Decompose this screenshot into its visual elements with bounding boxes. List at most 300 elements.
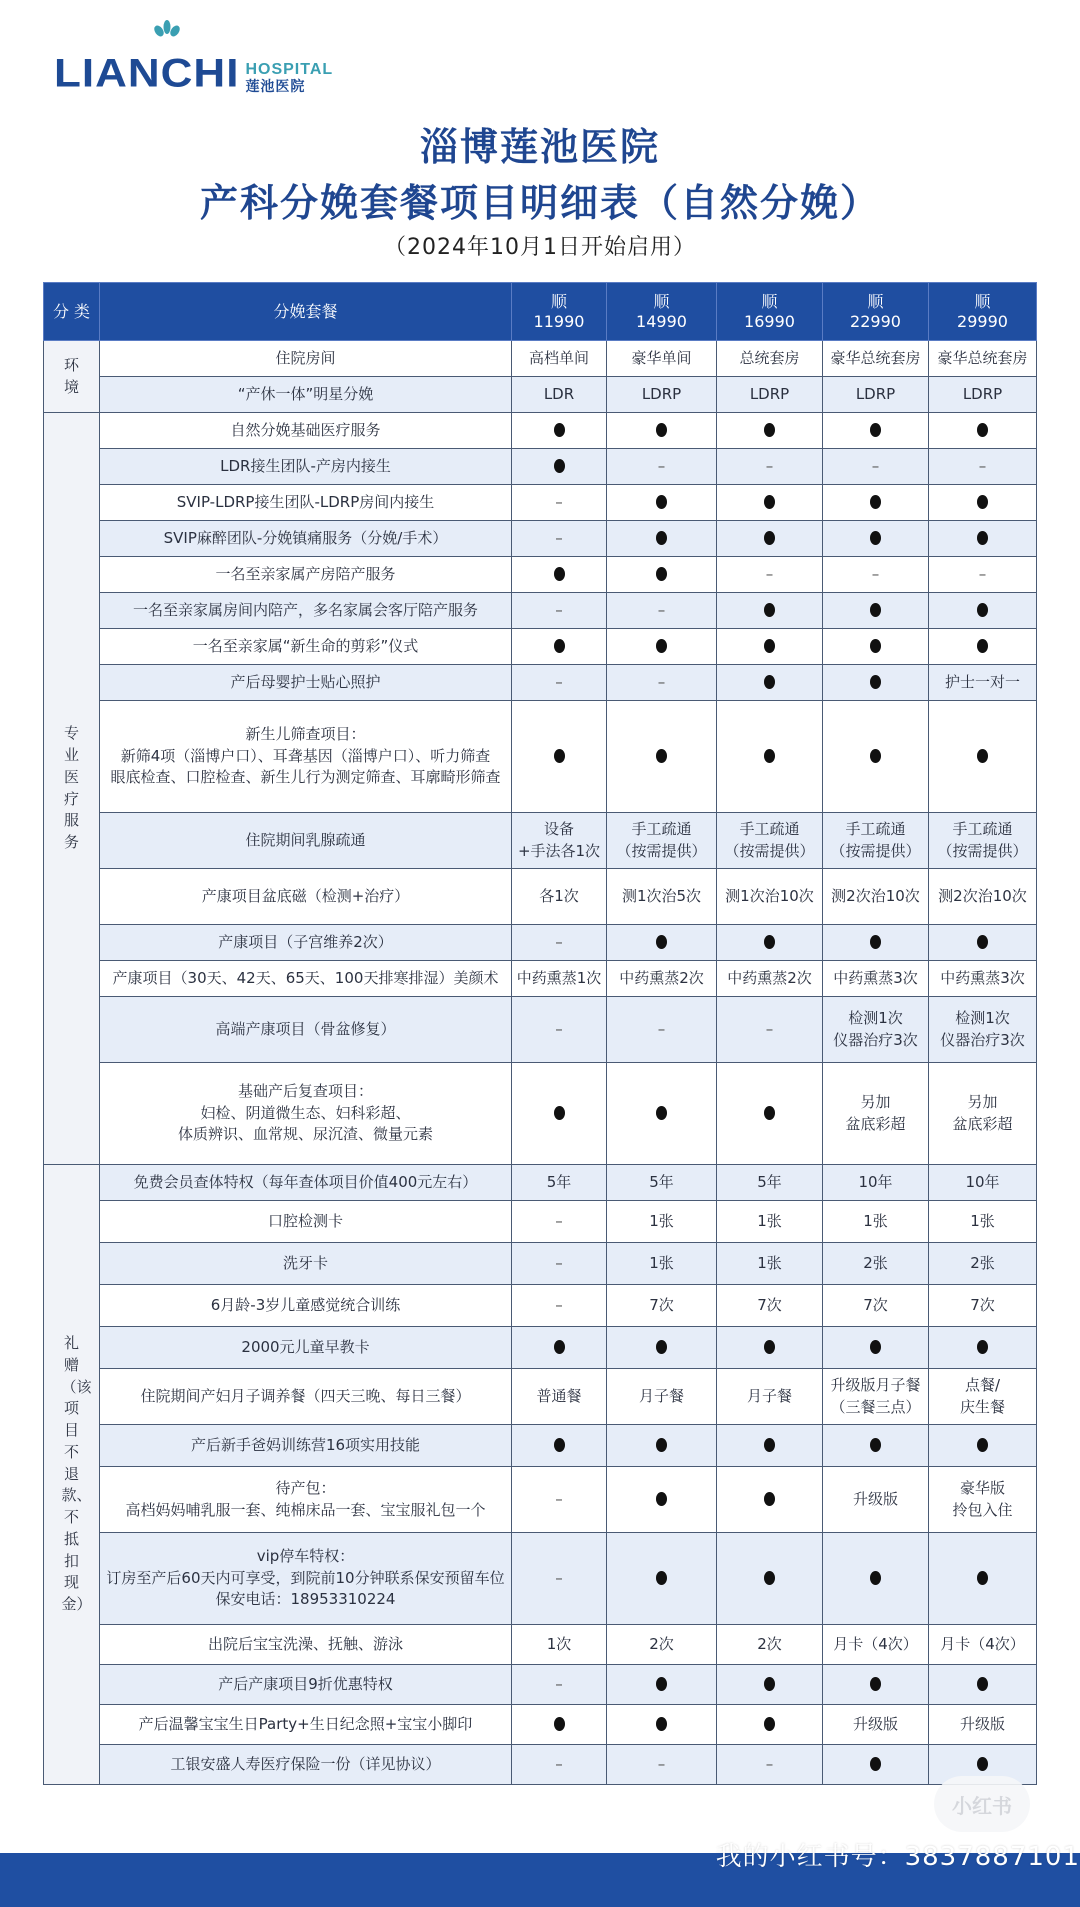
dash-icon: –: [555, 1568, 563, 1587]
value-text: 豪华版 拎包入住: [952, 1478, 1013, 1519]
included-dot-icon: [656, 423, 667, 437]
included-cell: [929, 1665, 1037, 1705]
value-text: 1张: [970, 1211, 995, 1230]
not-included-cell: [512, 1285, 607, 1327]
table-row: [44, 701, 1037, 813]
dash-icon: –: [657, 1754, 666, 1773]
value-text: 1张: [757, 1211, 782, 1230]
value-cell: [607, 1243, 717, 1285]
included-dot-icon: [870, 423, 881, 437]
category-cell-gift: [44, 1165, 100, 1785]
table-row: [44, 925, 1037, 961]
included-dot-icon: [977, 639, 988, 653]
dash-icon: –: [555, 1253, 563, 1272]
logo-chinese-name: 莲池医院: [245, 79, 306, 95]
included-cell: [929, 485, 1037, 521]
value-cell: [607, 813, 717, 869]
item-name: 6月龄-3岁儿童感觉统合训练: [100, 1285, 512, 1327]
included-dot-icon: [870, 749, 881, 763]
value-text: 升级版: [852, 1714, 898, 1733]
table-row: [44, 1745, 1037, 1785]
included-cell: [717, 1665, 823, 1705]
item-name: 产后产康项目9折优惠特权: [100, 1665, 512, 1705]
dash-icon: –: [871, 456, 880, 475]
value-text: 豪华总统套房: [937, 348, 1028, 367]
value-cell: [929, 869, 1037, 925]
included-dot-icon: [656, 567, 667, 581]
value-text: 1张: [649, 1253, 674, 1272]
value-text: 护士一对一: [944, 672, 1020, 691]
value-text: 中药熏蒸3次: [940, 968, 1025, 987]
included-dot-icon: [656, 531, 667, 545]
value-cell: [512, 377, 607, 413]
effective-date: （2024年10月1日开始启用）: [384, 235, 696, 260]
dash-icon: –: [555, 1674, 563, 1693]
value-cell: [823, 377, 929, 413]
value-cell: [607, 1625, 717, 1665]
table-row: [44, 629, 1037, 665]
value-cell: [929, 961, 1037, 997]
included-cell: [717, 593, 823, 629]
value-text: 2张: [863, 1253, 888, 1272]
package-price: 14990: [636, 311, 687, 331]
category-label: 专业医疗服务: [63, 724, 79, 851]
included-dot-icon: [764, 1106, 775, 1120]
item-name: 出院后宝宝洗澡、抚触、游泳: [100, 1625, 512, 1665]
dash-icon: –: [765, 456, 774, 475]
item-name: 高端产康项目（骨盆修复）: [100, 997, 512, 1063]
included-cell: [929, 1327, 1037, 1369]
value-text: 普通餐: [536, 1386, 582, 1405]
included-dot-icon: [870, 1571, 881, 1585]
table-row: [44, 1369, 1037, 1425]
included-cell: [823, 593, 929, 629]
value-cell: [607, 1201, 717, 1243]
package-table: [43, 282, 1037, 1785]
included-cell: [929, 521, 1037, 557]
not-included-cell: [512, 485, 607, 521]
included-cell: [512, 557, 607, 593]
included-dot-icon: [554, 749, 565, 763]
value-cell: [607, 869, 717, 925]
value-text: 中药熏蒸3次: [833, 968, 918, 987]
value-text: 升级版月子餐 （三餐三点）: [830, 1375, 921, 1416]
included-dot-icon: [977, 603, 988, 617]
value-cell: [512, 869, 607, 925]
included-cell: [512, 1327, 607, 1369]
included-cell: [823, 1745, 929, 1785]
footer-account-text: 我的小红书号：3837887101: [715, 1842, 1080, 1872]
item-name: 产康项目盆底磁（检测+治疗）: [100, 869, 512, 925]
not-included-cell: [929, 557, 1037, 593]
value-text: 10年: [965, 1172, 1000, 1191]
value-cell: [823, 1165, 929, 1201]
not-included-cell: [607, 449, 717, 485]
header-package-3: [717, 283, 823, 341]
table-row: [44, 485, 1037, 521]
item-name: vip停车特权： 订房至产后60天内可享受，到院前10分钟联系保安预留车位 保安电话：18953310224: [100, 1533, 512, 1625]
table-row: [44, 1285, 1037, 1327]
value-text: 10年: [858, 1172, 893, 1191]
not-included-cell: [717, 997, 823, 1063]
value-cell: [717, 1165, 823, 1201]
category-label: 礼赠（该项目不退款、不抵扣现金）: [61, 1334, 92, 1614]
included-dot-icon: [764, 423, 775, 437]
value-text: 另加 盆底彩超: [845, 1092, 906, 1133]
included-dot-icon: [764, 495, 775, 509]
value-text: 另加 盆底彩超: [952, 1092, 1013, 1133]
included-dot-icon: [554, 423, 565, 437]
included-dot-icon: [656, 1492, 667, 1506]
package-type: 顺: [550, 292, 567, 312]
value-text: 2次: [649, 1634, 674, 1653]
value-text: 2张: [970, 1253, 995, 1272]
included-cell: [607, 413, 717, 449]
not-included-cell: [512, 1665, 607, 1705]
value-cell: [607, 341, 717, 377]
included-dot-icon: [870, 531, 881, 545]
item-name: 基础产后复查项目： 妇检、阴道微生态、妇科彩超、 体质辨识、血常规、尿沉渣、微量元素: [100, 1063, 512, 1165]
included-dot-icon: [656, 1717, 667, 1731]
item-name: 待产包： 高档妈妈哺乳服一套、纯棉床品一套、宝宝服礼包一个: [100, 1467, 512, 1533]
included-dot-icon: [977, 495, 988, 509]
included-dot-icon: [764, 603, 775, 617]
hospital-title: 淄博莲池医院: [419, 125, 660, 169]
table-row: [44, 521, 1037, 557]
included-cell: [717, 1425, 823, 1467]
table-row: [44, 665, 1037, 701]
dash-icon: –: [555, 528, 563, 547]
table-row: [44, 1165, 1037, 1201]
included-dot-icon: [656, 749, 667, 763]
included-dot-icon: [764, 1717, 775, 1731]
included-dot-icon: [656, 1106, 667, 1120]
included-dot-icon: [656, 639, 667, 653]
value-text: 测1次治10次: [725, 886, 814, 905]
value-text: 月卡（4次）: [833, 1634, 918, 1653]
value-cell: [823, 1625, 929, 1665]
value-text: 手工疏通 （按需提供）: [724, 819, 815, 860]
value-cell: [823, 1063, 929, 1165]
included-cell: [929, 593, 1037, 629]
value-text: 高档单间: [528, 348, 589, 367]
value-text: 测1次治5次: [621, 886, 702, 905]
value-cell: [717, 1285, 823, 1327]
included-dot-icon: [977, 1438, 988, 1452]
value-text: LDRP: [749, 384, 790, 403]
included-cell: [717, 629, 823, 665]
included-cell: [607, 521, 717, 557]
value-cell: [929, 813, 1037, 869]
value-text: 总统套房: [739, 348, 800, 367]
value-text: 升级版: [852, 1489, 898, 1508]
value-text: LDRP: [641, 384, 682, 403]
included-cell: [823, 701, 929, 813]
included-dot-icon: [870, 1757, 881, 1771]
value-text: 豪华总统套房: [830, 348, 921, 367]
value-text: 2次: [757, 1634, 782, 1653]
value-text: 1张: [757, 1253, 782, 1272]
value-text: 1次: [546, 1634, 572, 1653]
header-package-4: [823, 283, 929, 341]
included-cell: [823, 413, 929, 449]
value-text: 手工疏通 （按需提供）: [830, 819, 921, 860]
value-cell: [607, 1165, 717, 1201]
included-cell: [717, 701, 823, 813]
item-name: SVIP麻醉团队-分娩镇痛服务（分娩/手术）: [100, 521, 512, 557]
not-included-cell: [607, 1745, 717, 1785]
package-price: 16990: [744, 311, 795, 331]
value-cell: [607, 1285, 717, 1327]
included-cell: [823, 1425, 929, 1467]
included-cell: [717, 413, 823, 449]
item-name: 免费会员查体特权（每年查体项目价值400元左右）: [100, 1165, 512, 1201]
package-type: 顺: [653, 292, 670, 312]
value-cell: [929, 1243, 1037, 1285]
included-dot-icon: [656, 935, 667, 949]
item-name: 产后母婴护士贴心照护: [100, 665, 512, 701]
not-included-cell: [512, 1201, 607, 1243]
value-text: 各1次: [539, 886, 579, 905]
included-dot-icon: [870, 603, 881, 617]
category-cell-env: [44, 341, 100, 413]
included-cell: [512, 1705, 607, 1745]
not-included-cell: [717, 557, 823, 593]
included-dot-icon: [977, 1677, 988, 1691]
not-included-cell: [607, 997, 717, 1063]
value-cell: [823, 1201, 929, 1243]
value-cell: [717, 1243, 823, 1285]
value-cell: [929, 341, 1037, 377]
included-cell: [717, 925, 823, 961]
included-dot-icon: [764, 531, 775, 545]
included-cell: [512, 701, 607, 813]
value-text: 中药熏蒸2次: [727, 968, 812, 987]
not-included-cell: [512, 997, 607, 1063]
dash-icon: –: [657, 672, 666, 691]
value-cell: [929, 1285, 1037, 1327]
included-dot-icon: [656, 1677, 667, 1691]
included-cell: [512, 413, 607, 449]
included-cell: [607, 925, 717, 961]
not-included-cell: [823, 449, 929, 485]
included-cell: [929, 629, 1037, 665]
dash-icon: –: [657, 1019, 666, 1038]
included-cell: [607, 701, 717, 813]
table-row: [44, 1425, 1037, 1467]
table-row: [44, 1201, 1037, 1243]
included-cell: [717, 1705, 823, 1745]
value-cell: [929, 1201, 1037, 1243]
included-dot-icon: [870, 1438, 881, 1452]
included-dot-icon: [764, 1492, 775, 1506]
included-cell: [512, 629, 607, 665]
table-row: [44, 557, 1037, 593]
item-name: 住院期间乳腺疏通: [100, 813, 512, 869]
item-name: 自然分娩基础医疗服务: [100, 413, 512, 449]
item-name: “产休一体”明星分娩: [100, 377, 512, 413]
item-name: 洗牙卡: [100, 1243, 512, 1285]
included-cell: [929, 1533, 1037, 1625]
included-cell: [607, 629, 717, 665]
item-name: 新生儿筛查项目： 新筛4项（淄博户口）、耳聋基因（淄博户口）、听力筛查 眼底检查、口腔检查、新生儿行为测定筛查、耳廓畸形筛查: [100, 701, 512, 813]
not-included-cell: [512, 1467, 607, 1533]
table-row: [44, 1625, 1037, 1665]
included-dot-icon: [977, 423, 988, 437]
not-included-cell: [823, 557, 929, 593]
included-cell: [823, 925, 929, 961]
value-text: LDRP: [855, 384, 896, 403]
value-text: LDR: [543, 384, 575, 403]
included-dot-icon: [977, 935, 988, 949]
included-dot-icon: [764, 1677, 775, 1691]
package-type: 顺: [867, 292, 884, 312]
item-name: 住院房间: [100, 341, 512, 377]
item-name: 一名至亲家属房间内陪产，多名家属会客厅陪产服务: [100, 593, 512, 629]
value-cell: [717, 377, 823, 413]
item-name: 一名至亲家属产房陪产服务: [100, 557, 512, 593]
value-cell: [717, 341, 823, 377]
value-cell: [512, 1165, 607, 1201]
value-text: 5年: [649, 1172, 674, 1191]
not-included-cell: [512, 1533, 607, 1625]
value-text: 点餐/ 庆生餐: [959, 1375, 1005, 1416]
included-dot-icon: [977, 1340, 988, 1354]
value-text: 测2次治10次: [831, 886, 920, 905]
value-cell: [823, 341, 929, 377]
value-cell: [823, 813, 929, 869]
included-cell: [607, 1705, 717, 1745]
logo-wordmark: LIANCHI: [54, 51, 240, 96]
included-cell: [607, 1665, 717, 1705]
included-cell: [607, 485, 717, 521]
value-cell: [512, 1625, 607, 1665]
included-cell: [929, 1425, 1037, 1467]
included-dot-icon: [764, 1438, 775, 1452]
header-package: 分娩套餐: [100, 283, 512, 341]
included-cell: [717, 665, 823, 701]
hospital-logo: [54, 36, 333, 96]
included-dot-icon: [870, 1677, 881, 1691]
included-cell: [823, 521, 929, 557]
header-package-5: [929, 283, 1037, 341]
table-row: [44, 1327, 1037, 1369]
dash-icon: –: [978, 564, 987, 583]
included-dot-icon: [764, 935, 775, 949]
included-dot-icon: [870, 639, 881, 653]
included-cell: [607, 557, 717, 593]
value-text: 1张: [863, 1211, 888, 1230]
value-text: 检测1次 仪器治疗3次: [940, 1008, 1025, 1049]
table-row: [44, 813, 1037, 869]
value-cell: [929, 377, 1037, 413]
value-text: 7次: [863, 1295, 888, 1314]
item-name: 一名至亲家属“新生命的剪彩”仪式: [100, 629, 512, 665]
included-cell: [607, 1533, 717, 1625]
table-row: [44, 997, 1037, 1063]
included-cell: [929, 413, 1037, 449]
value-text: 手工疏通 （按需提供）: [616, 819, 707, 860]
not-included-cell: [607, 593, 717, 629]
value-cell: [823, 869, 929, 925]
included-cell: [512, 449, 607, 485]
table-row: [44, 341, 1037, 377]
included-cell: [929, 701, 1037, 813]
category-cell-medical: [44, 413, 100, 1165]
included-dot-icon: [554, 1438, 565, 1452]
included-cell: [823, 1533, 929, 1625]
value-cell: [717, 1369, 823, 1425]
included-cell: [607, 1467, 717, 1533]
value-cell: [929, 997, 1037, 1063]
dash-icon: –: [555, 1211, 563, 1230]
included-dot-icon: [554, 1717, 565, 1731]
included-dot-icon: [764, 1571, 775, 1585]
included-dot-icon: [764, 749, 775, 763]
included-cell: [717, 1533, 823, 1625]
value-cell: [929, 1467, 1037, 1533]
not-included-cell: [717, 449, 823, 485]
included-dot-icon: [870, 1340, 881, 1354]
table-title: 产科分娩套餐项目明细表（自然分娩）: [199, 181, 880, 225]
value-cell: [823, 1467, 929, 1533]
dash-icon: –: [765, 564, 774, 583]
table-row: [44, 1533, 1037, 1625]
dash-icon: –: [555, 600, 563, 619]
dash-icon: –: [555, 492, 563, 511]
included-dot-icon: [977, 1571, 988, 1585]
item-name: 产后新手爸妈训练营16项实用技能: [100, 1425, 512, 1467]
header-package-2: [607, 283, 717, 341]
value-cell: [823, 1705, 929, 1745]
value-text: 月子餐: [638, 1386, 684, 1405]
value-cell: [929, 665, 1037, 701]
included-dot-icon: [554, 567, 565, 581]
included-cell: [823, 629, 929, 665]
table-row: [44, 1063, 1037, 1165]
included-dot-icon: [977, 1757, 988, 1771]
included-cell: [823, 1665, 929, 1705]
item-name: 2000元儿童早教卡: [100, 1327, 512, 1369]
dash-icon: –: [871, 564, 880, 583]
included-cell: [929, 925, 1037, 961]
included-dot-icon: [554, 459, 565, 473]
included-cell: [823, 485, 929, 521]
table-row: [44, 1467, 1037, 1533]
included-dot-icon: [870, 495, 881, 509]
package-price: 29990: [957, 311, 1008, 331]
table-header-row: [44, 283, 1037, 341]
not-included-cell: [717, 1745, 823, 1785]
item-name: 工银安盛人寿医疗保险一份（详见协议）: [100, 1745, 512, 1785]
header-category: 分 类: [44, 283, 100, 341]
lotus-leaves-icon: [150, 18, 184, 38]
value-cell: [929, 1165, 1037, 1201]
included-cell: [607, 1425, 717, 1467]
included-dot-icon: [554, 1106, 565, 1120]
included-cell: [717, 1063, 823, 1165]
dash-icon: –: [657, 456, 666, 475]
item-name: SVIP-LDRP接生团队-LDRP房间内接生: [100, 485, 512, 521]
value-cell: [607, 1369, 717, 1425]
included-cell: [717, 1467, 823, 1533]
value-text: 中药熏蒸2次: [619, 968, 704, 987]
value-cell: [929, 1705, 1037, 1745]
included-dot-icon: [764, 1340, 775, 1354]
included-dot-icon: [656, 1438, 667, 1452]
dash-icon: –: [555, 1754, 563, 1773]
watermark-badge: 小红书: [934, 1776, 1030, 1832]
